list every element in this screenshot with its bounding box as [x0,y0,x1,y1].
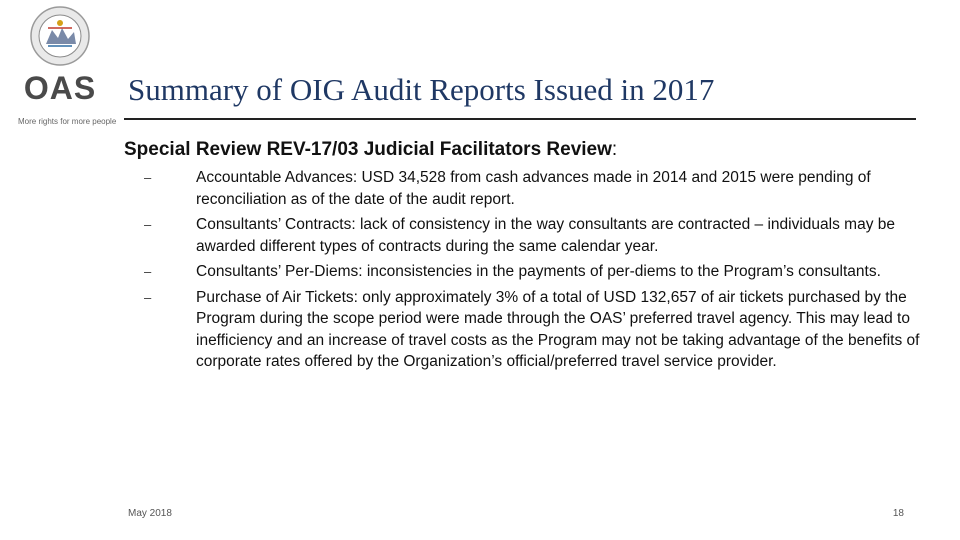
title-divider [124,118,916,120]
oas-seal-icon [30,6,90,66]
slide-title: Summary of OIG Audit Reports Issued in 2017 [128,72,715,107]
list-item [130,214,920,257]
section-heading-colon: : [611,139,618,160]
list-item-text: Purchase of Air Tickets: only approximately 3% of a total of USD 132,657 of air tickets purchased by the Program during the scope period were made through the OAS’ preferred travel agency. This may lead to inefficiency and an increase of travel costs as the Program may not be taking advantage of the benefits of corporate rates offered by the Organization’s official/preferred travel service provider. [196,288,920,370]
list-item [130,167,920,210]
oas-logo [18,6,117,128]
footer-date: May 2018 [128,508,172,519]
section-heading [124,137,904,163]
list-item-text: Consultants’ Per-Diems: inconsistencies in the payments of per-diems to the Program’s consultants. [196,263,881,280]
list-item-text: Accountable Advances: USD 34,528 from cash advances made in 2014 and 2015 were pending of reconciliation as of the date of the audit report. [196,169,871,208]
bullet-dash: – [144,264,152,279]
list-item [130,261,920,283]
bullet-dash: – [144,217,152,232]
list-item [130,287,920,373]
section-heading-text: Special Review REV-17/03 Judicial Facilitators Review [124,139,612,160]
page-number: 18 [892,508,904,519]
bullet-dash: – [144,170,152,185]
bullet-dash: – [144,289,152,305]
logo-org-name: OAS [23,70,97,106]
findings-list [130,167,920,377]
list-item-text: Consultants’ Contracts: lack of consistency in the way consultants are contracted – individuals may be awarded different types of contracts during the same calendar year. [196,216,895,255]
logo-tagline: More rights for more people [18,117,117,126]
